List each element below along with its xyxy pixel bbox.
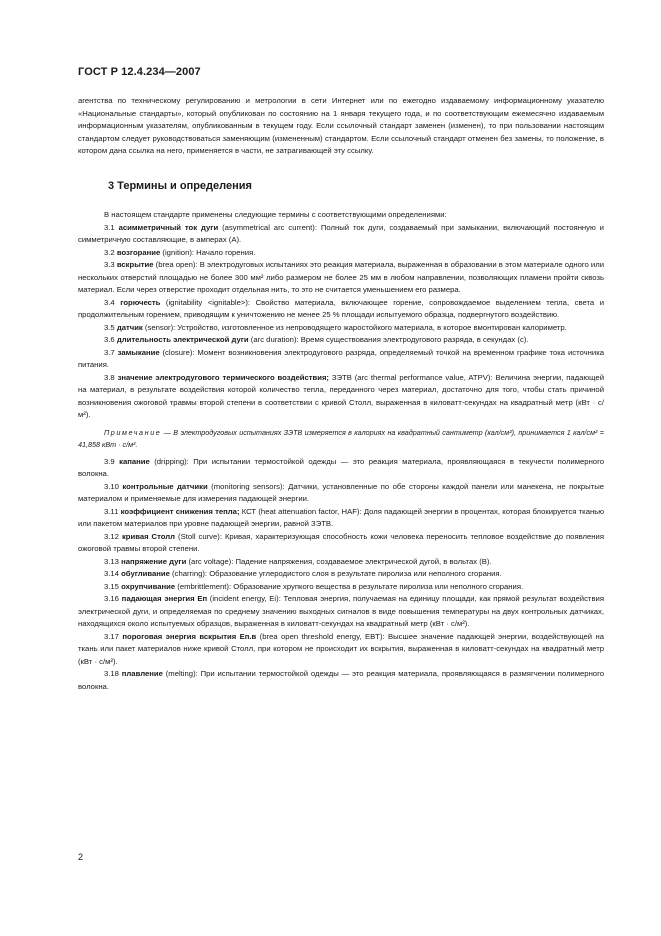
terms-lead-paragraph: В настоящем стандарте применены следующие термины с соответствующими определениями: [104,210,447,219]
term-text: (arc duration): Время существования электродугового разряда, в секундах (с). [248,335,529,344]
term-number: 3.11 [104,506,119,516]
term-name: датчик [116,322,143,332]
term-number: 3.14 [104,569,119,578]
term-name: длительность электрической дуги [116,335,249,344]
term-definition [78,297,604,322]
term-number: 3.4 [104,297,115,307]
term-definition [78,506,604,531]
section-title: 3 Термины и определения [108,180,252,192]
term-text: (sensor): Устройство, изготовленное из непроводящего жаростойкого материала, в которое вмонтирован калориметр. [142,322,567,332]
term-definition [78,531,604,556]
term-definition [78,372,604,422]
term-number: 3.1 [104,222,115,232]
term-text: (closure): Момент возникновения электродугового разряда, определяемый точкой на временном графике тока источника питания. [78,347,604,369]
term-definition [78,481,604,506]
term-text: (charring): Образование углеродистого слоя в результате пиролиза или неполного сгорания. [169,569,502,578]
term-definition [78,259,604,297]
term-definition [78,322,604,335]
term-definition [78,568,604,581]
term-text: (Stoll curve): Кривая, характеризующая способность кожи человека переносить тепловое воздействие до появления ожоговой травмы второй степени. [78,531,604,553]
terms-body [78,209,604,693]
term-definition [78,247,604,260]
term-name: замыкание [117,347,160,357]
term-name: падающая энергия Eп [121,594,208,603]
term-name: капание [119,456,150,466]
term-name: значение электродугового термического воздействия; [117,372,329,382]
term-number: 3.5 [104,322,115,332]
term-text: (melting): При испытании термостойкой одежды — это реакция материала, проявляющаяся в размягчении полимерного волокна. [78,669,604,691]
term-name: возгорание [116,247,161,257]
intro-paragraph: агентства по техническому регулированию и метрологии в сети Интернет или по ежегодно издаваемому информационному указателю «Национальные стандарты», который опубликован по состоянию на 1 января текущего года, и по соответствующим ежемесячно издаваемым информационным указателям, опубликованным в текущем году. Если ссылочный стандарт заменен (изменен), то при пользовании настоящим стандартом следует руководствоваться заменяющим (измененным) стандартом. Если ссылочный стандарт отменен без замены, то положение, в котором дана ссылка на него, применяется в части, не затрагивающей эту ссылку. [78,96,604,155]
term-number: 3.17 [104,631,119,641]
term-name: кривая Столл [121,531,176,541]
term-number: 3.3 [104,260,115,269]
term-text: (brea open): В электродуговых испытаниях это реакция материала, выраженная в образовании в этом материале одного или нескольких отверстий площадью не более 300 мм² либо размером не более 25 мм в любом направлении, позволяющих пламени пройти сквозь материал. Если через отверстие проходит отдельная нить, то это не считается уменьшением его размера. [78,260,604,294]
term-definition [78,556,604,569]
term-number: 3.2 [104,247,115,257]
intro-paragraph-block [78,95,604,158]
term-definition [78,593,604,631]
term-number: 3.8 [104,372,115,382]
term-number: 3.10 [104,481,119,491]
term-name: коэффициент снижения тепла; [120,506,240,516]
term-text: (ignitability <ignitable>): Свойство материала, включающее горение, сопровождаемое выделением тепла, света и продолжительным горением, приводящим к уничтожению не менее 25 % площади испытуемого образца, подвергнутого воздействию. [78,297,604,319]
term-text: (embrittlement): Образование хрупкого вещества в результате пиролиза или неполного сгорания. [175,581,524,591]
term-number: 3.7 [104,347,115,357]
term-name: плавление [121,669,163,678]
term-name: охрупчивание [121,581,176,591]
term-definition [78,456,604,481]
term-text: ЗЭТВ (arc thermal performance value, ATPV): Величина энергии, падающей на материал, в результате воздействия которой количество тепла, переданного через материал, достаточно для того, чтобы стать причиной возникновения ожоговой травмы второй степени в соответствии с кривой Столл, выраженная в киловатт-секундах на квадратный метр (кВт · с/м²). [78,372,604,419]
term-text: КСТ (heat attenuation factor, HAF): Доля падающей энергии в процентах, которая блокируется тканью или пакетом материалов при уровне падающей энергии, равной ЗЭТВ. [78,506,604,528]
term-number: 3.9 [104,456,115,466]
term-number: 3.6 [104,335,115,344]
note-text: — В электродуговых испытаниях ЗЭТВ измеряется в калориях на квадратный сантиметр (кал/см²), принимается 1 кал/см² = 41,858 кВт · с/м². [78,427,604,449]
note-label: Примечание [104,427,162,437]
term-number: 3.16 [104,594,119,603]
term-text: (asymmetrical arc current): Полный ток дуги, создаваемый при замыкании, включающий постоянную и симметричную составляющие, в амперах (А). [78,222,604,244]
term-text: (brea open threshold energy, EBT): Высшее значение падающей энергии, воздействующей на ткань или пакет материалов ниже кривой Столл, при котором не происходит их вскрытия, выраженная в киловатт-секундах на квадратный метр (кВт · с/м²). [78,631,605,666]
terms-list-part1 [78,222,604,422]
term-text: (arc voltage): Падение напряжения, создаваемое электрической дугой, в вольтах (В). [186,556,492,566]
note-paragraph [78,427,604,451]
term-text: (dripping): При испытании термостойкой одежды — это реакция материала, проявляющаяся в текучести полимерного волокна. [78,456,604,478]
page-number: 2 [78,852,84,862]
term-name: обугливание [121,569,170,578]
term-name: горючесть [120,297,161,307]
term-number: 3.12 [104,531,119,541]
term-number: 3.15 [104,581,119,591]
document-code-header: ГОСТ Р 12.4.234—2007 [78,66,201,78]
term-name: контрольные датчики [122,481,208,491]
term-definition [78,631,604,669]
term-number: 3.18 [104,669,119,678]
term-definition [78,347,604,372]
term-text: (ignition): Начало горения. [160,247,256,257]
term-number: 3.13 [104,556,119,566]
terms-list-part2 [78,456,604,694]
term-definition [78,222,604,247]
term-text: (incident energy, Eі): Тепловая энергия, получаемая на единицу площади, как прямой результат воздействия электрической дуги, и определяемая по среднему значению выходных сигналов в виде повышения температуры на двух контрольных датчиках, находящихся около испытуемых образцов, выраженная в киловатт-секундах на квадратный метр (кВт · с/м²). [78,594,604,628]
term-name: напряжение дуги [121,556,187,566]
term-text: (monitoring sensors): Датчики, установленные по обе стороны каждой панели или манекена, не покрытые материалом и применяемые для измерения падающей энергии. [78,481,604,503]
term-definition [78,668,604,693]
term-name: вскрытие [116,260,154,269]
term-name: асимметричный ток дуги [118,222,219,232]
term-definition [78,334,604,347]
term-definition [78,581,604,594]
term-name: пороговая энергия вскрытия Eп.в [122,631,257,641]
